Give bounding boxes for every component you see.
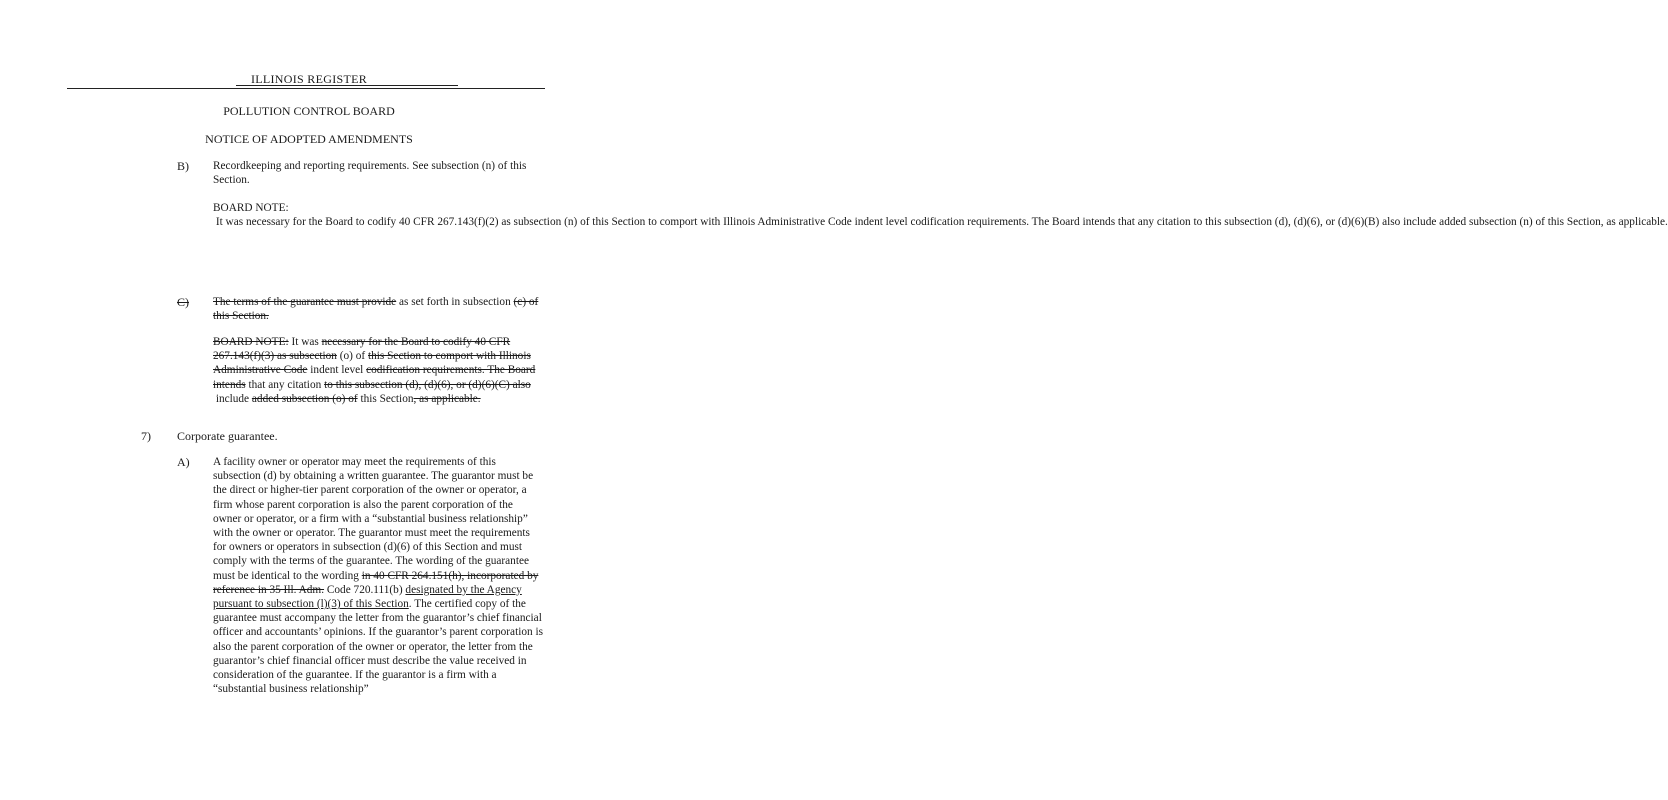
board-note-2-k5: include	[213, 392, 252, 405]
board-note-2-k4: that any citation	[245, 378, 325, 391]
board-note-1-lead: BOARD NOTE:	[213, 202, 289, 214]
board-note-2-s2: this Section to comport with Illinois Administrative Code	[213, 350, 531, 377]
title-underline	[236, 85, 458, 86]
board-name: POLLUTION CONTROL BOARD	[223, 104, 395, 118]
item-7a-t1: A facility owner or operator may meet the requirements of this subsection (d) by obtaining a written guarantee. The guarantor must be the direct or higher-tier parent corporation of the owner or operator, a firm whose parent corporation is also the parent corporation of the owner or operator, or a firm with a “substantial business relationship” with the owner or operator. The guarantor must meet the requirements for owners or operators in subsection (d)(6) of this Section and must comply with the terms of the guarantee. The wording of the guarantee must be identical to the wording	[213, 456, 534, 582]
item-c-text	[213, 295, 543, 323]
register-title: ILLINOIS REGISTER	[250, 72, 368, 86]
board-note-2-k2: (o) of	[336, 350, 368, 363]
item-7-title: Corporate guarantee.	[177, 429, 278, 443]
item-b-label: B)	[177, 159, 189, 173]
notice-title: NOTICE OF ADOPTED AMENDMENTS	[205, 132, 413, 146]
board-note-2-lead: BOARD NOTE:	[213, 336, 289, 348]
board-note-1	[213, 201, 1668, 229]
item-c-kept-1: as set forth in subsection	[396, 296, 514, 308]
item-7a-t3: . The certified copy of the guarantee must accompany the letter from the guarantor’s chief financial officer and accountants’ opinions. If the guarantor’s parent corporation is also the parent corporation of the owner or operator, the letter from the guarantor’s chief financial officer must describe the value received in consideration of the guarantee. If the guarantor is a firm with a “substantial business relationship”	[213, 598, 544, 696]
board-note-1-text: It was necessary for the Board to codify 40 CFR 267.143(f)(2) as subsection (n) of this Section to comport with Illinois Administrative Code indent level codification requirements. The Board intends that any citation to this subsection (d), (d)(6), or (d)(6)(B) also include added subsection (n) of this Section, as applicable.	[213, 216, 1668, 229]
board-note-2	[213, 335, 543, 406]
item-c-struck-1: The terms of the guarantee must provide	[213, 296, 397, 308]
board-note-2-s5: added subsection (o) of	[251, 392, 358, 405]
board-note-2-s1: necessary for the Board to codify 40 CFR 267.143(f)(3) as subsection	[213, 336, 511, 363]
header-rule	[67, 88, 545, 89]
board-note-2-k3: indent level	[307, 364, 367, 377]
item-b-text: Recordkeeping and reporting requirements. See subsection (n) of this Section.	[213, 160, 527, 187]
board-note-2-s6: , as applicable.	[413, 392, 481, 405]
item-7a-label: A)	[177, 455, 190, 469]
item-c-label: C)	[177, 295, 189, 309]
item-7a-text	[213, 455, 543, 696]
board-note-2-s3: codification requirements. The Board intends	[213, 364, 536, 391]
item-c-struck-2: (c) of this Section.	[213, 296, 539, 323]
item-7a-inserted: designated by the Agency pursuant to subsection (l)(3) of this Section	[213, 583, 522, 611]
item-7-label: 7)	[141, 429, 151, 443]
item-7a-struck: in 40 CFR 264.151(h), incorporated by reference in 35 Ill. Adm.	[213, 569, 539, 596]
board-note-2-k1: It was	[288, 336, 322, 348]
board-note-2-k6: this Section	[357, 392, 414, 405]
item-7a-t2: Code 720.111(b)	[324, 583, 406, 596]
board-note-2-s4: to this subsection (d), (d)(6), or (d)(6)(C) also	[324, 378, 531, 391]
